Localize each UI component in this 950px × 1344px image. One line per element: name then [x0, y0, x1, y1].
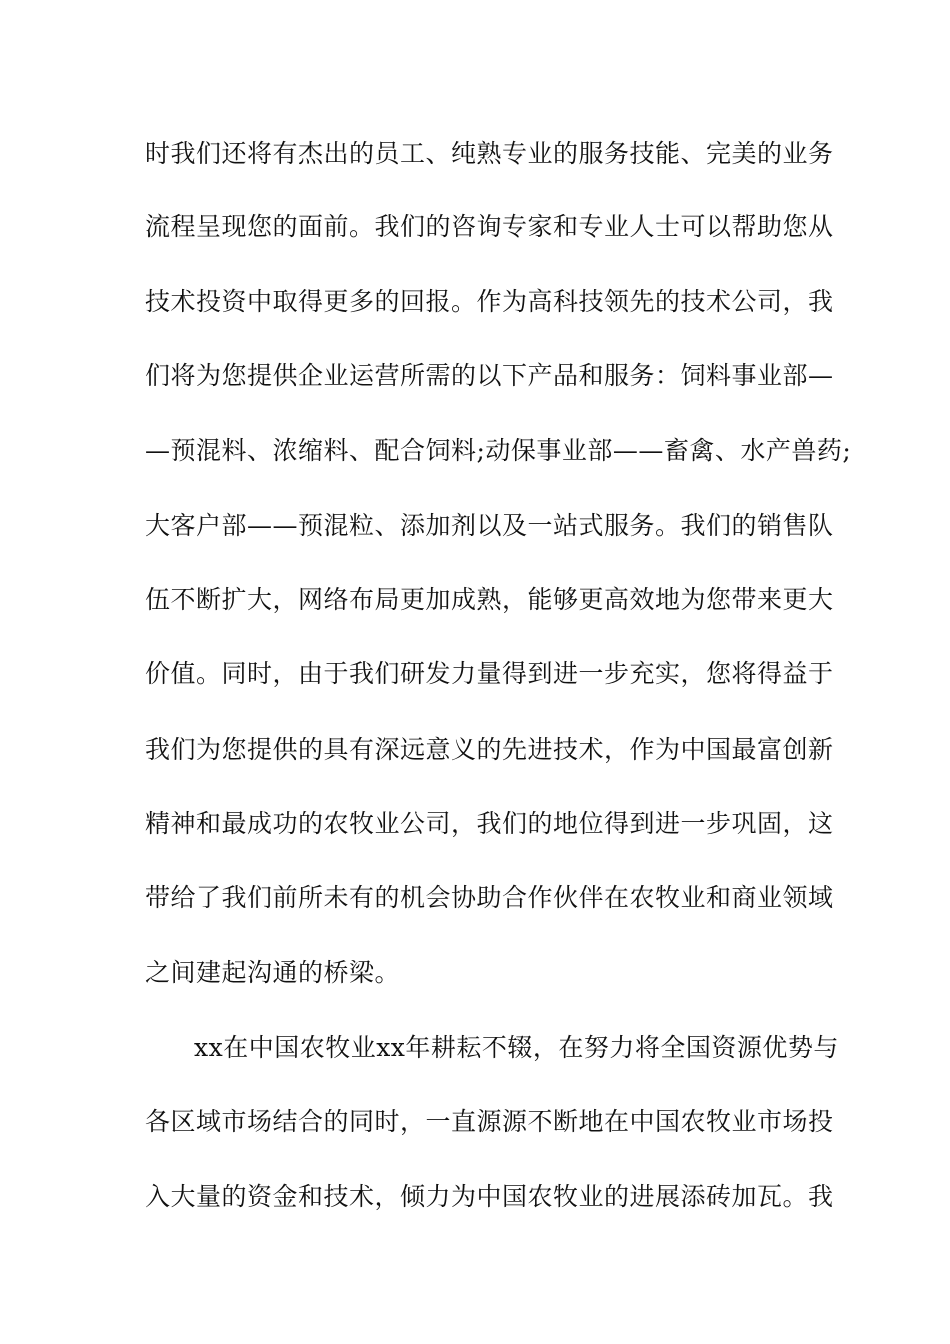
text-line: 价值。同时，由于我们研发力量得到进一步充实，您将得益于 [145, 659, 834, 688]
text-line: 之间建起沟通的桥梁。 [145, 958, 401, 987]
text-line: —预混料、浓缩料、配合饲料;动保事业部——畜禽、水产兽药; [145, 436, 852, 465]
text-line: 带给了我们前所未有的机会协助合作伙伴在农牧业和商业领域 [145, 883, 834, 912]
text-line: 技术投资中取得更多的回报。作为高科技领先的技术公司，我 [145, 287, 834, 316]
text-line: 各区域市场结合的同时，一直源源不断地在中国农牧业市场投 [145, 1107, 834, 1136]
text-line: 流程呈现您的面前。我们的咨询专家和专业人士可以帮助您从 [145, 212, 834, 241]
text-line: 精神和最成功的农牧业公司，我们的地位得到进一步巩固，这 [145, 809, 834, 838]
text-line: 时我们还将有杰出的员工、纯熟专业的服务技能、完美的业务 [145, 139, 834, 168]
text-line: 伍不断扩大，网络布局更加成熟，能够更高效地为您带来更大 [145, 585, 834, 614]
text-line: 大客户部——预混粒、添加剂以及一站式服务。我们的销售队 [145, 511, 834, 540]
paragraph-first-line: xx在中国农牧业xx年耕耘不辍，在努力将全国资源优势与 [194, 1033, 839, 1062]
text-line: 我们为您提供的具有深远意义的先进技术，作为中国最富创新 [145, 735, 834, 764]
text-line: 们将为您提供企业运营所需的以下产品和服务：饲料事业部— [145, 361, 834, 390]
text-line: 入大量的资金和技术，倾力为中国农牧业的进展添砖加瓦。我 [145, 1182, 834, 1211]
